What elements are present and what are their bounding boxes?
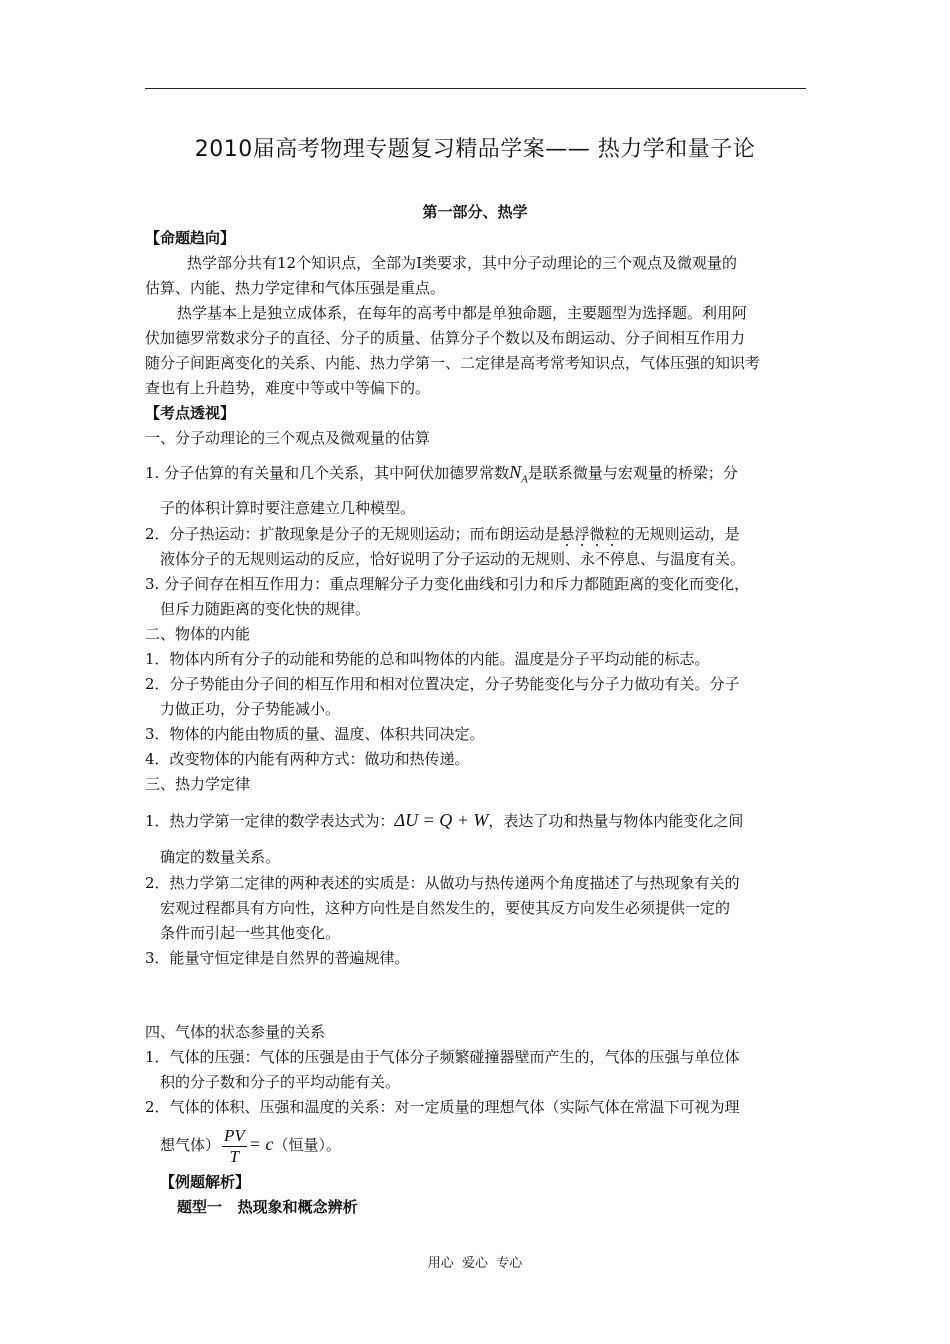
section-3-item-2-line-1: 2．热力学第二定律的两种表述的实质是：从做功与热传递两个角度描述了与热现象有关的 (145, 874, 740, 892)
section-3-item-2-line-2: 宏观过程都具有方向性，这种方向性是自然发生的，要使其反方向发生必须提供一定的 (160, 899, 731, 917)
section-2-item-1: 1．物体内所有分子的动能和势能的总和叫物体的内能。温度是分子平均动能的标志。 (145, 650, 710, 668)
section-3-item-1-line-2: 确定的数量关系。 (160, 848, 281, 866)
trend-paragraph-2-line-4: 查也有上升趋势，难度中等或中等偏下的。 (145, 379, 431, 397)
emphasis-char: 粒 (604, 525, 620, 543)
section-1-item-3-line-1: 3. 分子间存在相互作用力：重点理解分子力变化曲线和引力和斥力都随距离的变化而变化， (145, 575, 750, 593)
section-2-item-2-line-1: 2．分子势能由分子间的相互作用和相对位置决定，分子势能变化与分子力做功有关。分子 (145, 675, 740, 693)
emphasis-char: 悬 (559, 525, 575, 543)
section-1-item-2-line-1: 2．分子热运动：扩散现象是分子的无规则运动；而布朗运动是悬浮微粒的无规则运动，是 (145, 525, 740, 543)
section-4-heading: 四、气体的状态参量的关系 (145, 1023, 326, 1041)
section-1-item-1-line-1: 1. 分子估算的有关量和几个关系，其中阿伏加德罗常数$N_A$是联系微量与宏观量的桥梁；分 (145, 462, 738, 486)
points-heading: 【考点透视】 (145, 404, 236, 422)
section-4-item-2-line-1: 2．气体的体积、压强和温度的关系：对一定质量的理想气体（实际气体在常温下可视为理 (145, 1098, 740, 1116)
examples-heading: 【例题解析】 (160, 1173, 251, 1191)
section-2-item-3: 3．物体的内能由物质的量、温度、体积共同决定。 (145, 725, 485, 743)
section-2-heading: 二、物体的内能 (145, 625, 251, 643)
section-3-item-2-line-3: 条件而引起一些其他变化。 (160, 924, 341, 942)
section-4-item-1-line-1: 1．气体的压强：气体的压强是由于气体分子频繁碰撞器壁而产生的，气体的压强与单位体 (145, 1048, 740, 1066)
trend-paragraph-2-line-1: 热学基本上是独立成体系，在每年的高考中都是单独命题，主要题型为选择题。利用阿 (177, 304, 748, 322)
section-1-item-3-line-2: 但斥力随距离的变化快的规律。 (160, 600, 371, 618)
trend-paragraph-1-line-2: 估算、内能、热力学定律和气体压强是重点。 (145, 279, 446, 297)
section-1-heading: 一、分子动理论的三个观点及微观量的估算 (145, 429, 431, 447)
section-1-item-2-line-2: 液体分子的无规则运动的反应，恰好说明了分子运动的无规则、永不停息、与温度有关。 (160, 550, 746, 568)
document-title: 2010届高考物理专题复习精品学案—— 热力学和量子论 (194, 137, 756, 162)
trend-paragraph-1-line-1: 热学部分共有12个知识点，全部为Ⅰ类要求，其中分子动理论的三个观点及微观量的 (187, 254, 738, 272)
ideal-gas-rhs: = c (248, 1134, 274, 1154)
emphasis-char: 浮 (574, 525, 590, 543)
avogadro-symbol: $N_A$ (509, 462, 528, 486)
section-4-item-1-line-2: 积的分子数和分子的平均动能有关。 (160, 1073, 401, 1091)
section-1-item-1-line-2: 子的体积计算时要注意建立几种模型。 (160, 499, 416, 517)
section-2-item-4: 4．改变物体的内能有两种方式：做功和热传递。 (145, 750, 470, 768)
section-3-item-3: 3．能量守恒定律是自然界的普遍规律。 (145, 949, 410, 967)
page-footer: 用心 爱心 专心 (427, 1256, 523, 1271)
first-law-formula: ΔU = Q + W (394, 810, 489, 830)
ideal-gas-fraction: $\frac{PV}{T}$ (224, 1125, 245, 1166)
section-4-item-2-line-2: 想气体） $\frac{PV}{T}$ = c（恒量）。 (160, 1125, 341, 1166)
header-rule (145, 88, 806, 89)
section-3-item-1-line-1: 1．热力学第一定律的数学表达式为：ΔU = Q + W，表达了功和热量与物体内能变化之间 (145, 810, 744, 830)
emphasis-char: 微 (589, 525, 605, 543)
trend-paragraph-2-line-2: 伏加德罗常数求分子的直径、分子的质量、估算分子个数以及布朗运动、分子间相互作用力 (145, 329, 746, 347)
section-2-item-2-line-2: 力做正功，分子势能减小。 (160, 700, 341, 718)
section-3-heading: 三、热力学定律 (145, 775, 251, 793)
trend-heading: 【命题趋向】 (145, 229, 236, 247)
part1-heading: 第一部分、热学 (422, 203, 528, 221)
trend-paragraph-2-line-3: 随分子间距离变化的关系、内能、热力学第一、二定律是高考常考知识点，气体压强的知识考 (145, 354, 761, 372)
example-type-1: 题型一 热现象和概念辨析 (177, 1198, 358, 1216)
